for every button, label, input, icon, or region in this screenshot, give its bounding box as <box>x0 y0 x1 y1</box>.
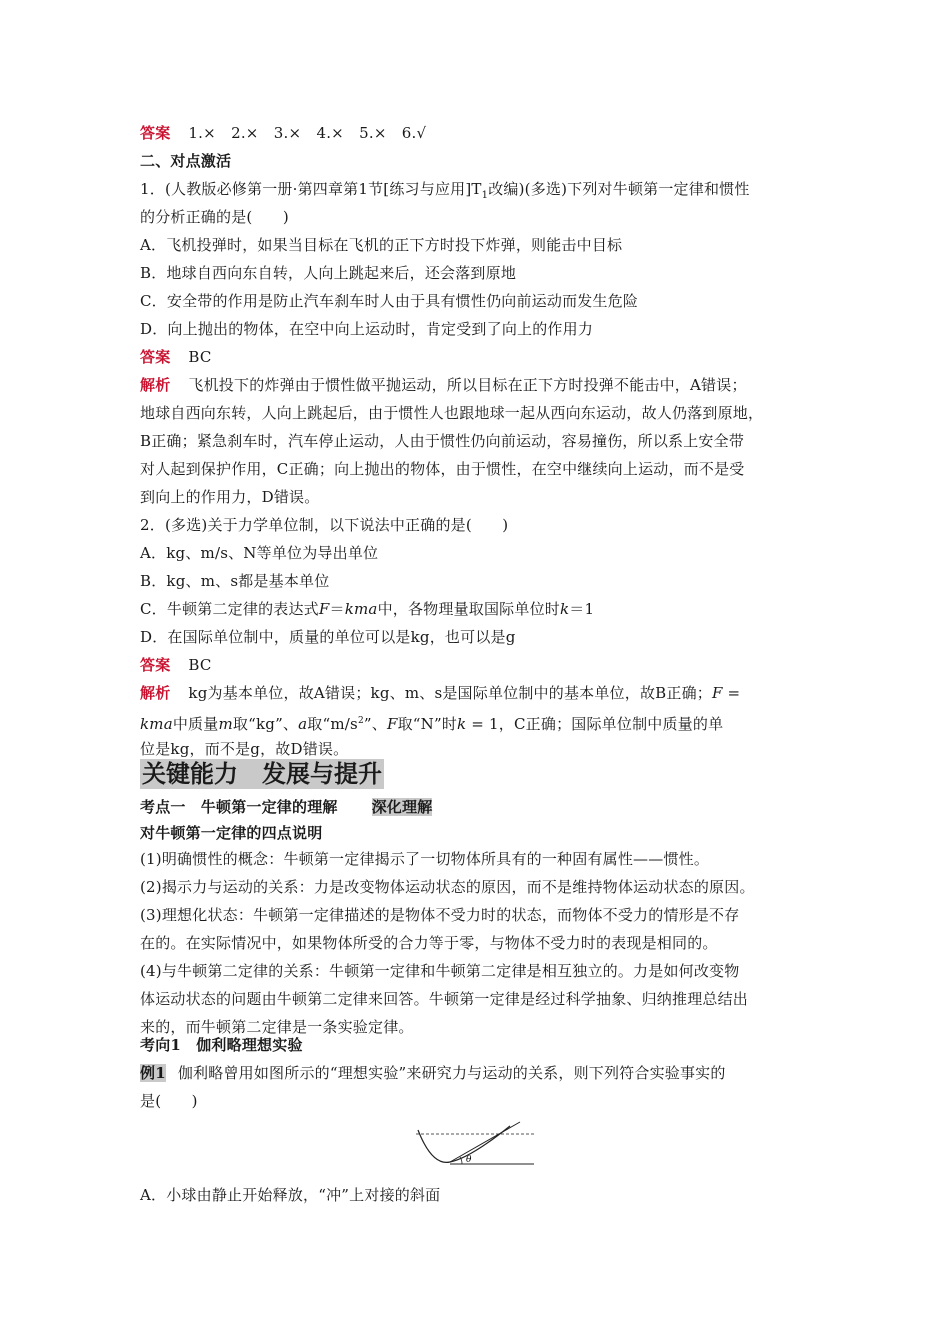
q1-analysis-line5: 到向上的作用力，D错误。 <box>140 488 320 506</box>
example-line2: 是( ) <box>140 1092 198 1110</box>
q1-option-d: D．向上抛出的物体，在空中向上运动时，肯定受到了向上的作用力 <box>140 320 594 338</box>
item-3-line1: (3)理想化状态：牛顿第一定律描述的是物体不受力时的状态，而物体不受力的情形是不存 <box>140 906 740 924</box>
section-heading: 二、对点激活 <box>140 152 232 170</box>
q1-stem-line2: 的分析正确的是( ) <box>140 208 289 226</box>
direction-heading: 考向1 伽利略理想实验 <box>140 1036 303 1054</box>
q2-answer-line <box>140 655 212 675</box>
q1-answer-line <box>140 347 212 367</box>
example-label: 例1 <box>140 1064 166 1082</box>
point-tag: 深化理解 <box>371 798 433 816</box>
subtitle: 对牛顿第一定律的四点说明 <box>140 824 323 842</box>
q1-answer: BC <box>188 348 212 366</box>
q2-option-a: A．kg、m/s、N等单位为导出单位 <box>140 544 379 562</box>
q2-option-c: C．牛顿第二定律的表达式F＝kma中，各物理量取国际单位时k＝1 <box>140 600 595 618</box>
item-3-line2: 在的。在实际情况中，如果物体所受的合力等于零，与物体不受力时的表现是相同的。 <box>140 934 718 952</box>
answer-label: 答案 <box>140 656 171 674</box>
q2-analysis-line2: kma中质量m取“kg”、a取“$m/s^2$”、F取“N”时k = 1，C正确；国际单位制中质量的单 <box>140 715 724 733</box>
item-4-line3: 来的，而牛顿第二定律是一条实验定律。 <box>140 1018 414 1036</box>
theta-label: θ <box>466 1155 472 1165</box>
galileo-experiment-figure <box>410 1120 540 1170</box>
answer-label: 答案 <box>140 124 171 142</box>
q1-option-c: C．安全带的作用是防止汽车刹车时人由于具有惯性仍向前运动而发生危险 <box>140 292 639 310</box>
example-option-a: A．小球由静止开始释放，“冲”上对接的斜面 <box>140 1186 441 1204</box>
incline-line <box>450 1122 520 1162</box>
item-1: (1)明确惯性的概念：牛顿第一定律揭示了一切物体所具有的一种固有属性——惯性。 <box>140 850 710 868</box>
item-4-line2: 体运动状态的问题由牛顿第二定律来回答。牛顿第一定律是经过科学抽象、归纳推理总结出 <box>140 990 749 1008</box>
q2-option-d: D．在国际单位制中，质量的单位可以是kg，也可以是g <box>140 628 516 646</box>
example-line1: 例1 伽利略曾用如图所示的“理想实验”来研究力与运动的关系，则下列符合实验事实的 <box>140 1064 726 1082</box>
q2-option-b: B．kg、m、s都是基本单位 <box>140 572 330 590</box>
q0-answer-line <box>140 123 426 143</box>
answer-label: 答案 <box>140 348 171 366</box>
q1-analysis-line4: 对人起到保护作用，C正确；向上抛出的物体，由于惯性，在空中继续向上运动，而不是受 <box>140 460 745 478</box>
item-4-line1: (4)与牛顿第二定律的关系：牛顿第一定律和牛顿第二定律是相互独立的。力是如何改变物 <box>140 962 740 980</box>
q1-analysis-line3: B正确；紧急刹车时，汽车停止运动，人由于惯性仍向前运动，容易撞伤，所以系上安全带 <box>140 432 745 450</box>
q2-stem: 2．(多选)关于力学单位制，以下说法中正确的是( ) <box>140 516 509 534</box>
q2-analysis-line1: 解析 kg为基本单位，故A错误；kg、m、s是国际单位制中的基本单位，故B正确；F = <box>140 684 741 702</box>
point-heading: 考点一 牛顿第一定律的理解 深化理解 <box>140 798 433 816</box>
section-title: 关键能力 发展与提升 <box>142 759 382 788</box>
analysis-label: 解析 <box>140 684 171 702</box>
q1-option-a: A．飞机投弹时，如果当目标在飞机的正下方时投下炸弹，则能击中目标 <box>140 236 623 254</box>
track-curve <box>418 1126 510 1162</box>
q2-analysis-line3: 位是kg，而不是g，故D错误。 <box>140 740 349 758</box>
q0-answer: 1.× 2.× 3.× 4.× 5.× 6.√ <box>188 124 427 142</box>
q1-analysis-line1: 解析 飞机投下的炸弹由于惯性做平抛运动，所以目标在正下方时投弹不能击中，A错误； <box>140 376 747 394</box>
q2-answer: BC <box>188 656 212 674</box>
item-2: (2)揭示力与运动的关系：力是改变物体运动状态的原因，而不是维持物体运动状态的原因。 <box>140 878 755 896</box>
q1-analysis-line2: 地球自西向东转，人向上跳起后，由于惯性人也跟地球一起从西向东运动，故人仍落到原地， <box>140 404 764 422</box>
q1-option-b: B．地球自西向东自转，人向上跳起来后，还会落到原地 <box>140 264 517 282</box>
q1-stem-line1: 1．(人教版必修第一册·第四章第1节[练习与应用]$T_1$改编)(多选)下列对牛顿第一定律和惯性 <box>140 180 750 201</box>
analysis-label: 解析 <box>140 376 171 394</box>
